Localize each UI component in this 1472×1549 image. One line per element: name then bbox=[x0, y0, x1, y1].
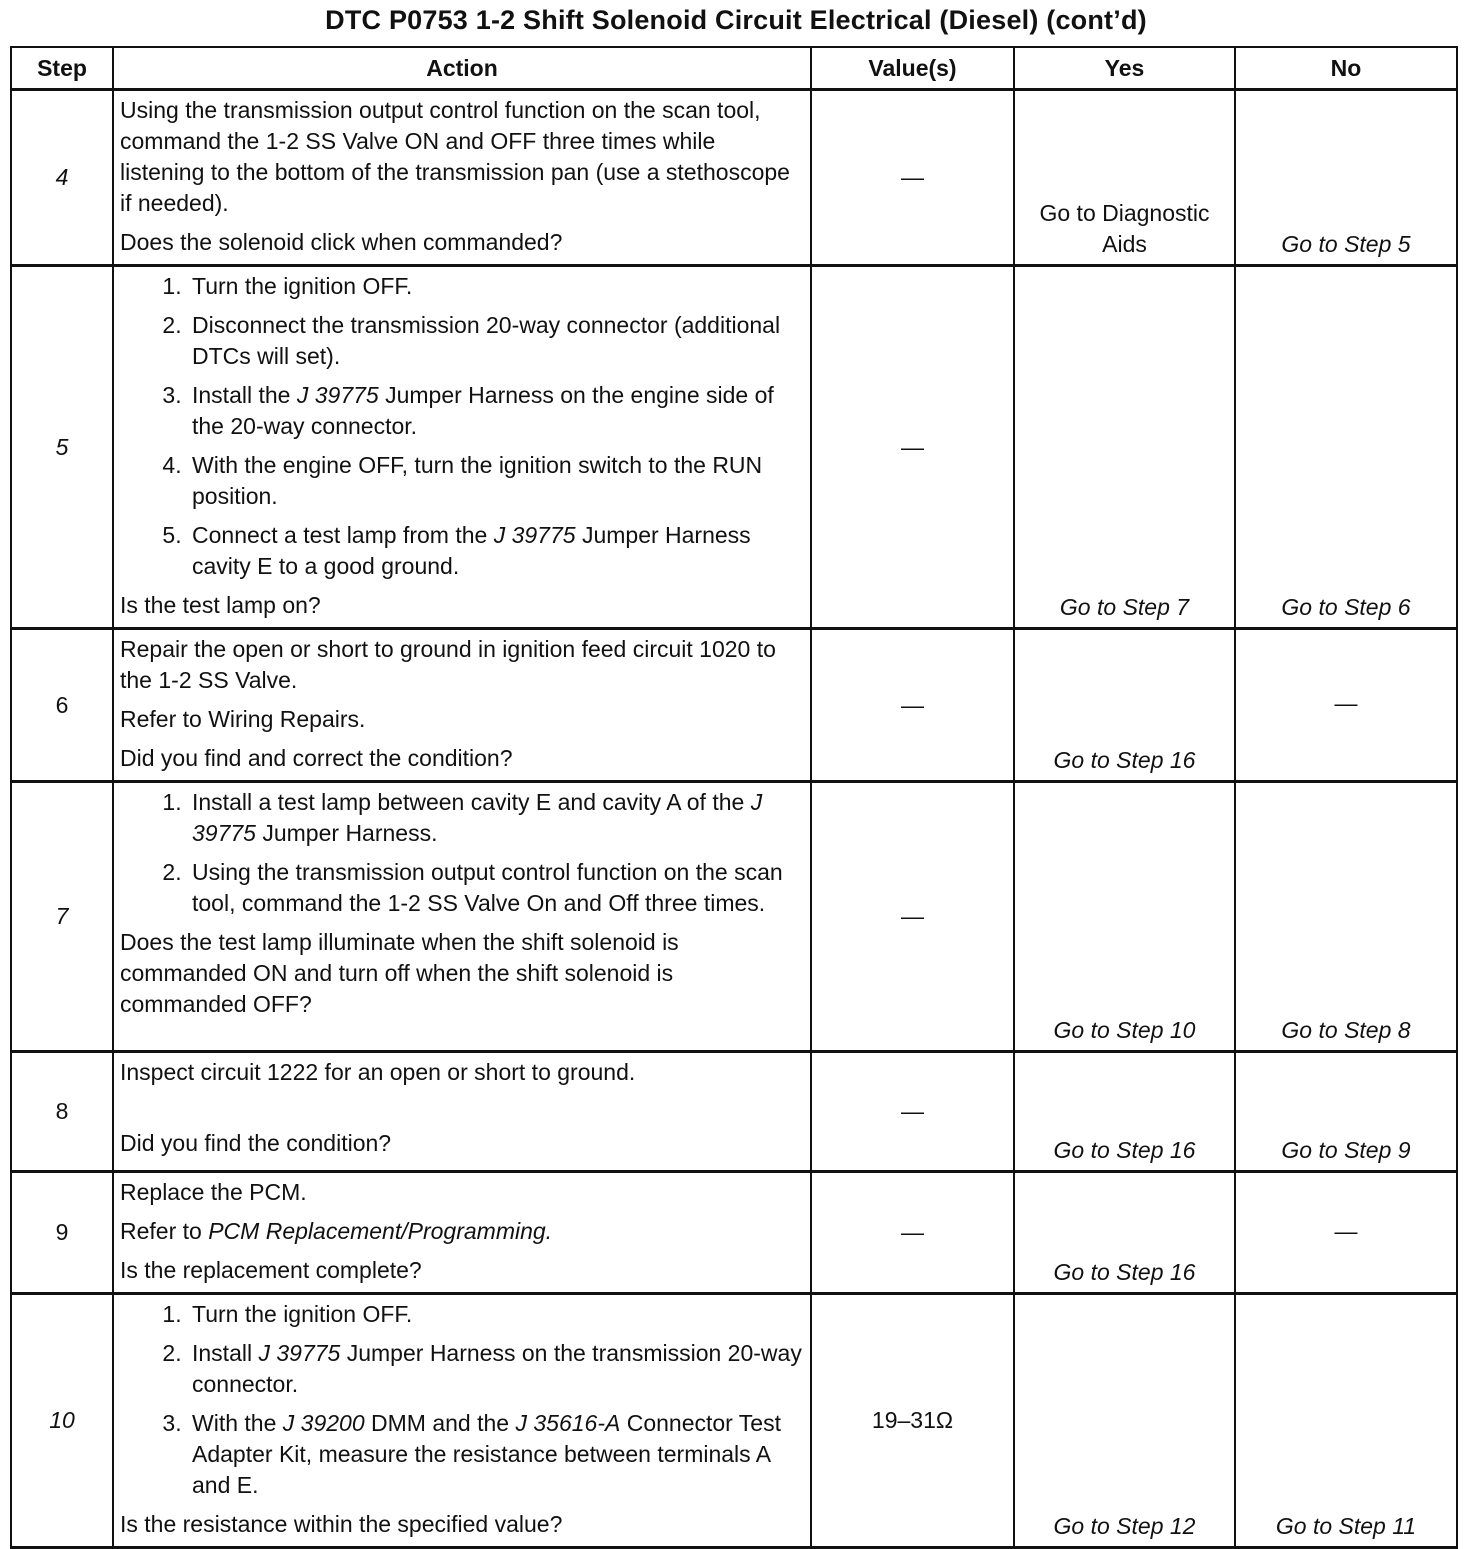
header-no: No bbox=[1235, 47, 1457, 90]
action-steps-list bbox=[120, 787, 804, 919]
list-item: 5. Connect a test lamp from the J 39775 Jumper Harness cavity E to a good ground. bbox=[188, 520, 804, 582]
table-row-step-9 bbox=[11, 1172, 1457, 1294]
action-cell bbox=[113, 1172, 811, 1294]
list-item: 1. Turn the ignition OFF. bbox=[188, 1299, 804, 1330]
table-row-step-8 bbox=[11, 1052, 1457, 1172]
step-number: 7 bbox=[11, 782, 113, 1052]
yes-cell: Go to Step 16 bbox=[1014, 629, 1235, 782]
tool-reference: J 39775 bbox=[296, 382, 379, 408]
action-question: Did you find and correct the condition? bbox=[120, 745, 513, 771]
table-row-step-6 bbox=[11, 629, 1457, 782]
step-number: 10 bbox=[11, 1294, 113, 1548]
action-cell bbox=[113, 266, 811, 629]
action-instruction: Repair the open or short to ground in ignition feed circuit 1020 to the 1-2 SS Valve. bbox=[120, 636, 776, 693]
list-item: 2. Disconnect the transmission 20-way connector (additional DTCs will set). bbox=[188, 310, 804, 372]
no-cell: Go to Step 6 bbox=[1235, 266, 1457, 629]
no-cell: Go to Step 11 bbox=[1235, 1294, 1457, 1548]
no-cell: — bbox=[1235, 1172, 1457, 1294]
yes-cell: Go to Diagnostic Aids bbox=[1014, 90, 1235, 266]
header-values: Value(s) bbox=[811, 47, 1014, 90]
action-cell bbox=[113, 90, 811, 266]
yes-cell: Go to Step 7 bbox=[1014, 266, 1235, 629]
step-number: 9 bbox=[11, 1172, 113, 1294]
action-question: Did you find the condition? bbox=[120, 1130, 392, 1156]
manual-reference: PCM Replacement/Programming. bbox=[208, 1218, 553, 1244]
value-cell: — bbox=[811, 1052, 1014, 1172]
action-steps-list bbox=[120, 271, 804, 582]
value-cell: — bbox=[811, 782, 1014, 1052]
table-header-row bbox=[11, 47, 1457, 90]
diagnostic-table bbox=[10, 46, 1458, 1549]
list-item: 2. Using the transmission output control function on the scan tool, command the 1-2 SS Valve On and Off three times. bbox=[188, 857, 804, 919]
list-item: 3. With the J 39200 DMM and the J 35616-A Connector Test Adapter Kit, measure the resistance between terminals A and E. bbox=[188, 1408, 804, 1501]
action-instruction: Using the transmission output control function on the scan tool, command the 1-2 SS Valve ON and OFF three times while listening to the bottom of the transmission pan (use a stethoscope if needed). bbox=[120, 97, 790, 216]
value-cell: — bbox=[811, 90, 1014, 266]
step-number: 6 bbox=[11, 629, 113, 782]
no-cell: Go to Step 5 bbox=[1235, 90, 1457, 266]
header-action: Action bbox=[113, 47, 811, 90]
action-instruction: Replace the PCM. bbox=[120, 1179, 307, 1205]
action-cell bbox=[113, 629, 811, 782]
header-yes: Yes bbox=[1014, 47, 1235, 90]
action-question: Is the replacement complete? bbox=[120, 1257, 422, 1283]
yes-cell: Go to Step 16 bbox=[1014, 1172, 1235, 1294]
table-row-step-7 bbox=[11, 782, 1457, 1052]
header-step: Step bbox=[11, 47, 113, 90]
action-question: Is the test lamp on? bbox=[120, 592, 321, 618]
no-cell: Go to Step 8 bbox=[1235, 782, 1457, 1052]
yes-cell: Go to Step 10 bbox=[1014, 782, 1235, 1052]
step-number: 4 bbox=[11, 90, 113, 266]
action-cell bbox=[113, 1294, 811, 1548]
table-row-step-10 bbox=[11, 1294, 1457, 1548]
yes-cell: Go to Step 12 bbox=[1014, 1294, 1235, 1548]
value-cell: — bbox=[811, 629, 1014, 782]
tool-reference: J 39775 bbox=[192, 789, 763, 846]
yes-cell: Go to Step 16 bbox=[1014, 1052, 1235, 1172]
step-number: 5 bbox=[11, 266, 113, 629]
list-item: 3. Install the J 39775 Jumper Harness on the engine side of the 20-way connector. bbox=[188, 380, 804, 442]
tool-reference: J 35616-A bbox=[515, 1410, 621, 1436]
value-cell: — bbox=[811, 1172, 1014, 1294]
action-instruction: Inspect circuit 1222 for an open or short to ground. bbox=[120, 1059, 636, 1085]
action-reference: Refer to Wiring Repairs. bbox=[120, 706, 366, 732]
action-question: Is the resistance within the specified value? bbox=[120, 1511, 563, 1537]
tool-reference: J 39775 bbox=[258, 1340, 341, 1366]
no-cell: — bbox=[1235, 629, 1457, 782]
action-cell bbox=[113, 782, 811, 1052]
page-title: DTC P0753 1-2 Shift Solenoid Circuit Electrical (Diesel) (cont’d) bbox=[325, 5, 1147, 35]
tool-reference: J 39775 bbox=[493, 522, 576, 548]
step-number: 8 bbox=[11, 1052, 113, 1172]
value-cell: 19–31Ω bbox=[811, 1294, 1014, 1548]
action-steps-list bbox=[120, 1299, 804, 1501]
action-reference: Refer to PCM Replacement/Programming. bbox=[120, 1218, 553, 1244]
list-item: 4. With the engine OFF, turn the ignition switch to the RUN position. bbox=[188, 450, 804, 512]
action-cell bbox=[113, 1052, 811, 1172]
action-question: Does the test lamp illuminate when the shift solenoid is commanded ON and turn off when the shift solenoid is commanded OFF? bbox=[120, 929, 679, 1017]
table-row-step-4 bbox=[11, 90, 1457, 266]
value-cell: — bbox=[811, 266, 1014, 629]
tool-reference: J 39200 bbox=[282, 1410, 365, 1436]
action-question: Does the solenoid click when commanded? bbox=[120, 229, 563, 255]
list-item: 2. Install J 39775 Jumper Harness on the transmission 20-way connector. bbox=[188, 1338, 804, 1400]
table-row-step-5 bbox=[11, 266, 1457, 629]
list-item: 1. Turn the ignition OFF. bbox=[188, 271, 804, 302]
no-cell: Go to Step 9 bbox=[1235, 1052, 1457, 1172]
list-item: 1. Install a test lamp between cavity E and cavity A of the J 39775 Jumper Harness. bbox=[188, 787, 804, 849]
